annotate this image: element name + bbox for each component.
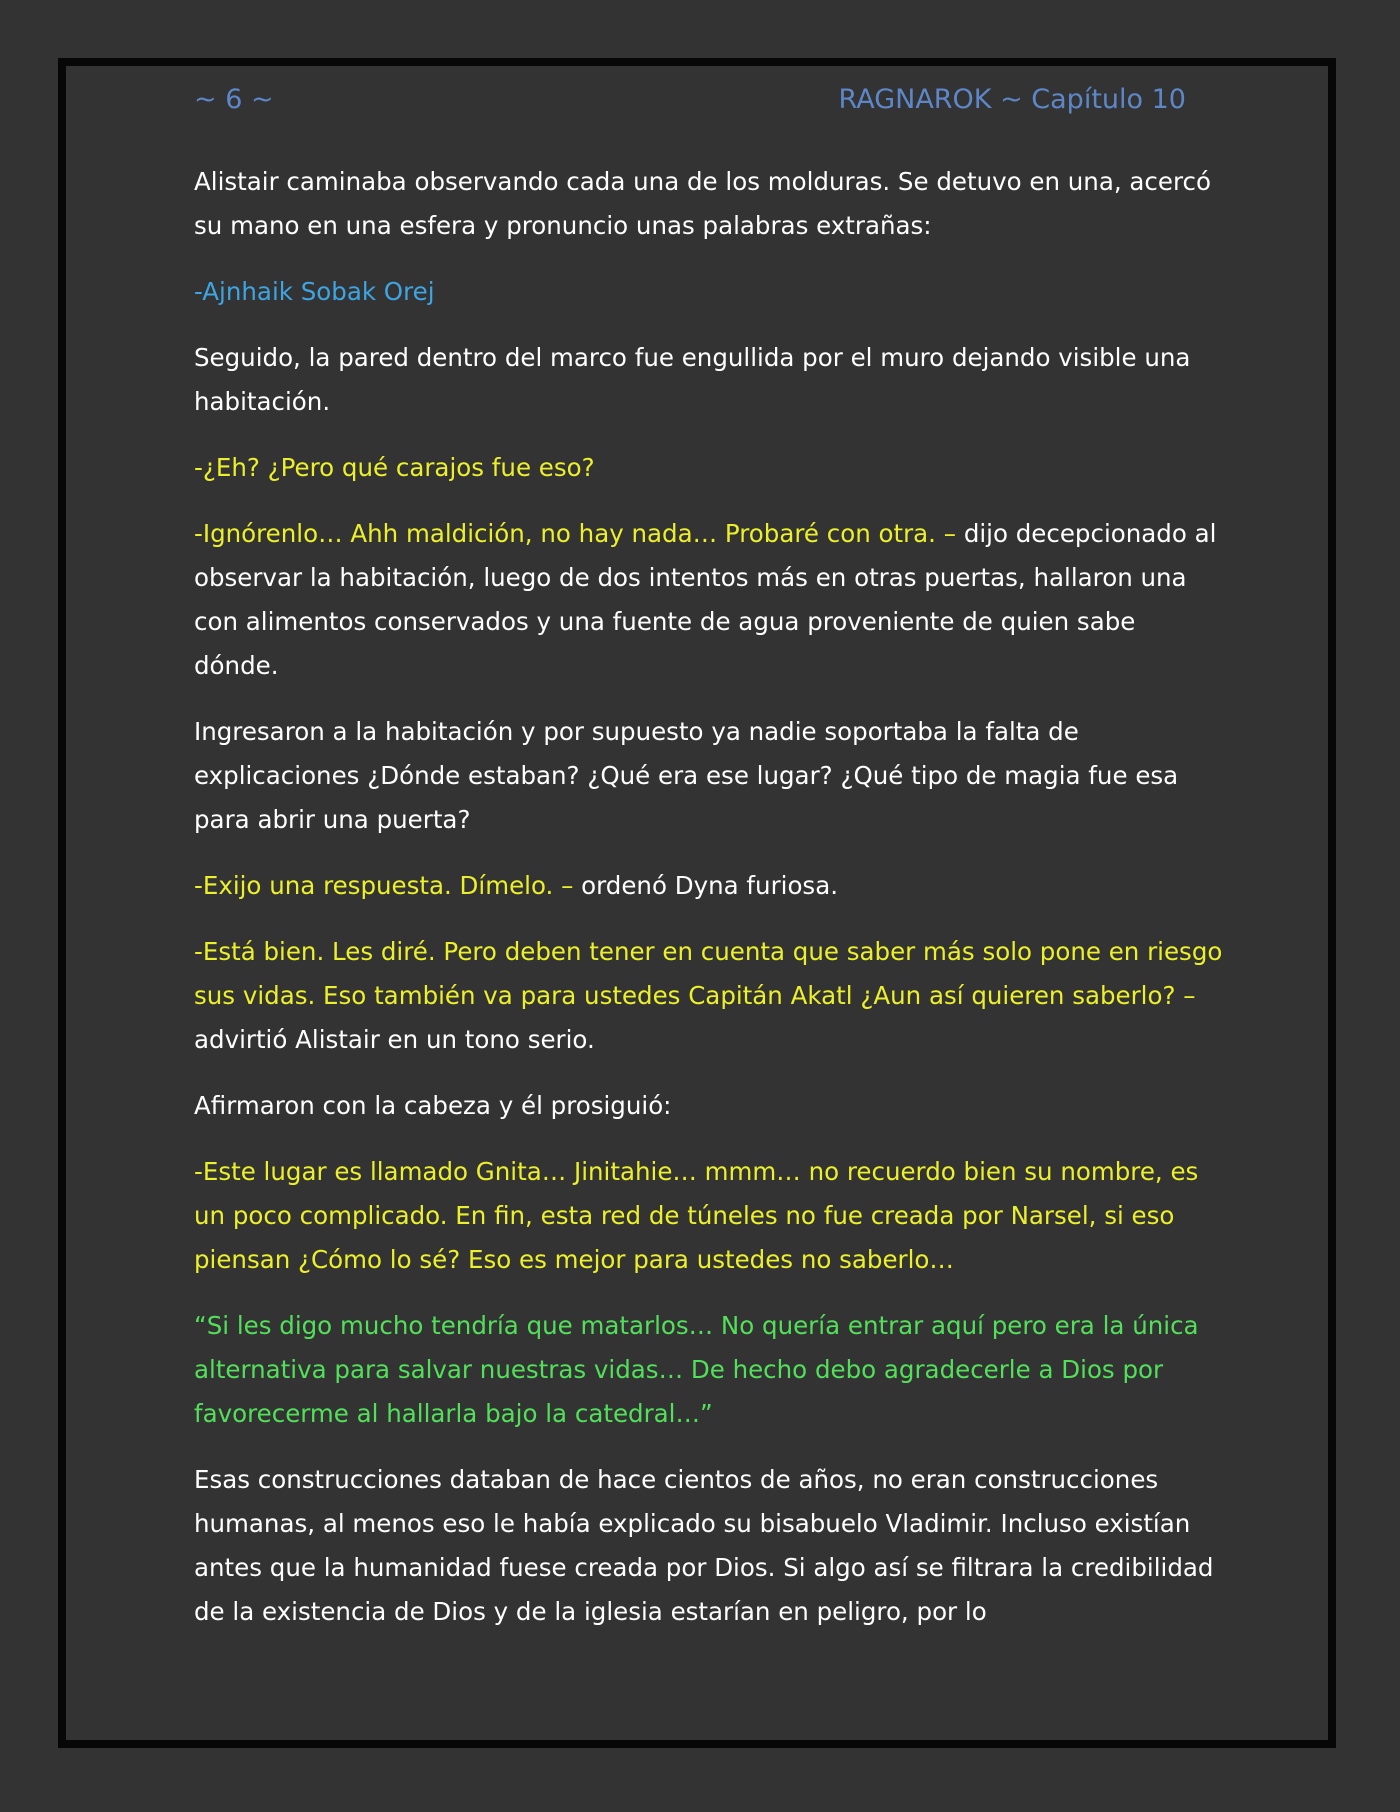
paragraph <box>194 1304 1224 1436</box>
text-segment: -Está bien. Les diré. Pero deben tener en cuenta que saber más solo pone en riesgo sus vidas. Eso también va para ustedes Capitán Akatl ¿Aun así quieren saberlo? – <box>194 937 1223 1010</box>
text-segment: ordenó Dyna furiosa. <box>581 871 838 900</box>
text-segment: “Si les digo mucho tendría que matarlos… No quería entrar aquí pero era la única alternativa para salvar nuestras vidas… De hecho debo agradecerle a Dios por favorecerme al hallarla bajo la catedral…” <box>194 1311 1199 1428</box>
text-segment: Afirmaron con la cabeza y él prosiguió: <box>194 1091 672 1120</box>
text-segment: Esas construcciones databan de hace cientos de años, no eran construcciones humanas, al menos eso le había explicado su bisabuelo Vladimir. Incluso existían antes que la humanidad fuese creada por Dios. Si algo así se filtrara la credibilidad de la existencia de Dios y de la iglesia estarían en peligro, por lo <box>194 1465 1214 1626</box>
page-header <box>194 84 1186 124</box>
paragraph <box>194 270 1224 314</box>
text-segment: Ingresaron a la habitación y por supuesto ya nadie soportaba la falta de explicaciones ¿Dónde estaban? ¿Qué era ese lugar? ¿Qué tipo de magia fue esa para abrir una puerta? <box>194 717 1179 834</box>
text-segment: Alistair caminaba observando cada una de los molduras. Se detuvo en una, acercó su mano en una esfera y pronuncio unas palabras extrañas: <box>194 167 1211 240</box>
text-segment: -Exijo una respuesta. Dímelo. – <box>194 871 582 900</box>
paragraph <box>194 512 1224 688</box>
text-segment: dijo decepcionado al observar la habitación, luego de dos intentos más en otras puertas, hallaron una con alimentos conservados y una fuente de agua proveniente de quien sabe dónde. <box>194 519 1217 680</box>
text-segment: -¿Eh? ¿Pero qué carajos fue eso? <box>194 453 595 482</box>
paragraph <box>194 930 1224 1062</box>
paragraph <box>194 710 1224 842</box>
text-segment: Seguido, la pared dentro del marco fue engullida por el muro dejando visible una habitación. <box>194 343 1191 416</box>
paragraph <box>194 336 1224 424</box>
page-number: ~ 6 ~ <box>194 84 274 115</box>
text-segment: advirtió Alistair en un tono serio. <box>194 1025 595 1054</box>
paragraph <box>194 446 1224 490</box>
text-segment: -Ignórenlo… Ahh maldición, no hay nada… Probaré con otra. – <box>194 519 964 548</box>
page-body <box>194 160 1224 1656</box>
paragraph <box>194 1084 1224 1128</box>
paragraph <box>194 1150 1224 1282</box>
paragraph <box>194 160 1224 248</box>
paragraph <box>194 1458 1224 1634</box>
running-title: RAGNAROK ~ Capítulo 10 <box>838 84 1186 115</box>
text-segment: -Ajnhaik Sobak Orej <box>194 277 435 306</box>
paragraph <box>194 864 1224 908</box>
text-segment: -Este lugar es llamado Gnita… Jinitahie… mmm… no recuerdo bien su nombre, es un poco complicado. En fin, esta red de túneles no fue creada por Narsel, si eso piensan ¿Cómo lo sé? Eso es mejor para ustedes no saberlo… <box>194 1157 1199 1274</box>
